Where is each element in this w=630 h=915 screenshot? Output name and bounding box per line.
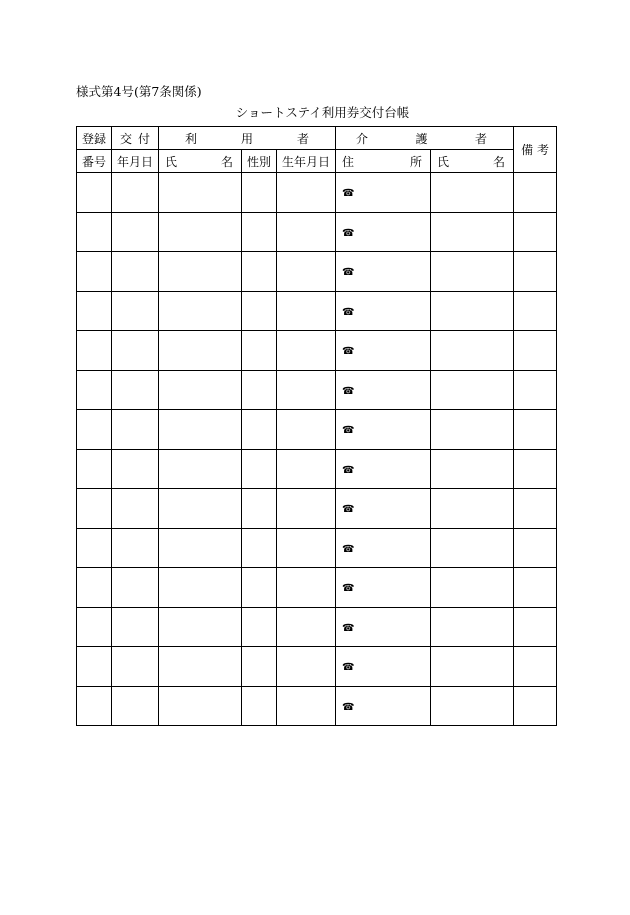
ledger-row [77,489,557,529]
reg-no-cell[interactable] [77,291,112,331]
user-name-cell[interactable] [159,331,242,371]
ledger-row [77,607,557,647]
carer-name-cell[interactable] [431,686,514,726]
dob-cell[interactable] [277,370,336,410]
issue-date-cell[interactable] [112,410,159,450]
user-name-cell[interactable] [159,528,242,568]
dob-cell[interactable] [277,449,336,489]
ledger-row [77,528,557,568]
reg-no-header-top: 登録 [77,127,112,150]
carer-name-cell[interactable] [431,647,514,687]
carer-name-cell[interactable] [431,331,514,371]
dob-cell[interactable] [277,212,336,252]
user-name-cell[interactable] [159,607,242,647]
carer-name-cell[interactable] [431,449,514,489]
dob-cell[interactable] [277,568,336,608]
ledger-row [77,568,557,608]
sex-cell[interactable] [242,568,277,608]
issue-date-header: 年月日 [112,150,159,173]
sex-cell[interactable] [242,410,277,450]
issue-date-cell[interactable] [112,173,159,213]
reg-no-cell[interactable] [77,647,112,687]
dob-cell[interactable] [277,528,336,568]
address-cell[interactable] [336,568,431,608]
user-name-cell[interactable] [159,568,242,608]
dob-cell[interactable] [277,331,336,371]
ledger-row [77,449,557,489]
remarks-cell[interactable] [514,331,557,371]
sex-cell[interactable] [242,607,277,647]
ledger-row [77,173,557,213]
ledger-row [77,291,557,331]
remarks-cell[interactable] [514,647,557,687]
phone-icon: ☎ [342,267,355,279]
document-title: ショートステイ利用券交付台帳 [235,105,410,120]
carer-name-cell[interactable] [431,291,514,331]
phone-icon: ☎ [342,227,355,239]
carer-name-cell[interactable] [431,252,514,292]
address-cell[interactable] [336,331,431,371]
carer-name-cell[interactable] [431,212,514,252]
carer-name-cell[interactable] [431,370,514,410]
issue-date-cell[interactable] [112,647,159,687]
phone-icon: ☎ [342,622,355,634]
user-name-header: 氏 名 [159,150,242,173]
ledger-row [77,252,557,292]
dob-cell[interactable] [277,686,336,726]
phone-icon: ☎ [342,464,355,476]
remarks-cell[interactable] [514,449,557,489]
user-name-cell[interactable] [159,647,242,687]
address-cell[interactable] [336,528,431,568]
issue-date-cell[interactable] [112,568,159,608]
sex-cell[interactable] [242,489,277,529]
remarks-cell[interactable] [514,370,557,410]
user-name-cell[interactable] [159,252,242,292]
remarks-cell[interactable] [514,528,557,568]
sex-cell[interactable] [242,449,277,489]
remarks-cell[interactable] [514,607,557,647]
dob-cell[interactable] [277,410,336,450]
remarks-cell[interactable] [514,489,557,529]
reg-no-cell[interactable] [77,252,112,292]
address-cell[interactable] [336,449,431,489]
phone-icon: ☎ [342,306,355,318]
remarks-cell[interactable] [514,252,557,292]
sex-cell[interactable] [242,528,277,568]
address-header: 住 所 [336,150,431,173]
dob-cell[interactable] [277,607,336,647]
user-name-cell[interactable] [159,370,242,410]
user-name-cell[interactable] [159,212,242,252]
carer-name-cell[interactable] [431,489,514,529]
address-cell[interactable] [336,647,431,687]
ledger-row [77,212,557,252]
phone-icon: ☎ [342,385,355,397]
issue-date-cell[interactable] [112,449,159,489]
issue-date-cell[interactable] [112,528,159,568]
remarks-cell[interactable] [514,173,557,213]
reg-no-cell[interactable] [77,568,112,608]
address-cell[interactable] [336,686,431,726]
phone-icon: ☎ [342,188,355,200]
address-cell[interactable] [336,173,431,213]
sex-cell[interactable] [242,686,277,726]
issue-date-cell[interactable] [112,331,159,371]
issue-date-cell[interactable] [112,291,159,331]
remarks-cell[interactable] [514,291,557,331]
carer-name-cell[interactable] [431,528,514,568]
ledger-table [76,126,557,726]
reg-no-cell[interactable] [77,449,112,489]
issue-date-cell[interactable] [112,686,159,726]
carer-name-cell[interactable] [431,173,514,213]
reg-no-cell[interactable] [77,528,112,568]
user-header: 利 用 者 [159,127,336,150]
reg-no-cell[interactable] [77,212,112,252]
sex-cell[interactable] [242,647,277,687]
reg-no-cell[interactable] [77,331,112,371]
remarks-cell[interactable] [514,686,557,726]
sex-cell[interactable] [242,252,277,292]
issue-date-cell[interactable] [112,212,159,252]
carer-name-header: 氏 名 [431,150,514,173]
phone-icon: ☎ [342,543,355,555]
sex-cell[interactable] [242,212,277,252]
carer-name-cell[interactable] [431,410,514,450]
address-cell[interactable] [336,291,431,331]
phone-icon: ☎ [342,583,355,595]
dob-cell[interactable] [277,173,336,213]
carer-header: 介 護 者 [336,127,514,150]
ledger-rows [77,173,557,726]
issue-date-cell[interactable] [112,252,159,292]
ledger-row [77,686,557,726]
issue-date-cell[interactable] [112,370,159,410]
reg-no-cell[interactable] [77,686,112,726]
phone-icon: ☎ [342,425,355,437]
dob-cell[interactable] [277,291,336,331]
remarks-cell[interactable] [514,410,557,450]
dob-cell[interactable] [277,252,336,292]
remarks-cell[interactable] [514,568,557,608]
address-cell[interactable] [336,252,431,292]
user-name-cell[interactable] [159,173,242,213]
form-label: 様式第4号(第7条関係) [76,84,202,99]
reg-no-cell[interactable] [77,607,112,647]
user-name-cell[interactable] [159,489,242,529]
phone-icon: ☎ [342,701,355,713]
carer-name-cell[interactable] [431,607,514,647]
reg-no-cell[interactable] [77,489,112,529]
phone-icon: ☎ [342,504,355,516]
remarks-cell[interactable] [514,212,557,252]
reg-no-cell[interactable] [77,370,112,410]
address-cell[interactable] [336,489,431,529]
ledger-row [77,370,557,410]
user-name-cell[interactable] [159,449,242,489]
ledger-row [77,331,557,371]
sex-header: 性別 [242,150,277,173]
ledger-row [77,647,557,687]
ledger-row [77,410,557,450]
sex-cell[interactable] [242,370,277,410]
user-name-cell[interactable] [159,686,242,726]
sex-cell[interactable] [242,331,277,371]
reg-no-header-bottom: 番号 [77,150,112,173]
carer-name-cell[interactable] [431,568,514,608]
address-cell[interactable] [336,410,431,450]
issue-header-top: 交 付 [112,127,159,150]
remarks-header: 備 考 [514,127,557,173]
reg-no-cell[interactable] [77,173,112,213]
sex-cell[interactable] [242,173,277,213]
sex-cell[interactable] [242,291,277,331]
address-cell[interactable] [336,212,431,252]
user-name-cell[interactable] [159,410,242,450]
address-cell[interactable] [336,370,431,410]
phone-icon: ☎ [342,662,355,674]
address-cell[interactable] [336,607,431,647]
phone-icon: ☎ [342,346,355,358]
user-name-cell[interactable] [159,291,242,331]
dob-cell[interactable] [277,489,336,529]
dob-cell[interactable] [277,647,336,687]
issue-date-cell[interactable] [112,489,159,529]
issue-date-cell[interactable] [112,607,159,647]
reg-no-cell[interactable] [77,410,112,450]
dob-header: 生年月日 [277,150,336,173]
